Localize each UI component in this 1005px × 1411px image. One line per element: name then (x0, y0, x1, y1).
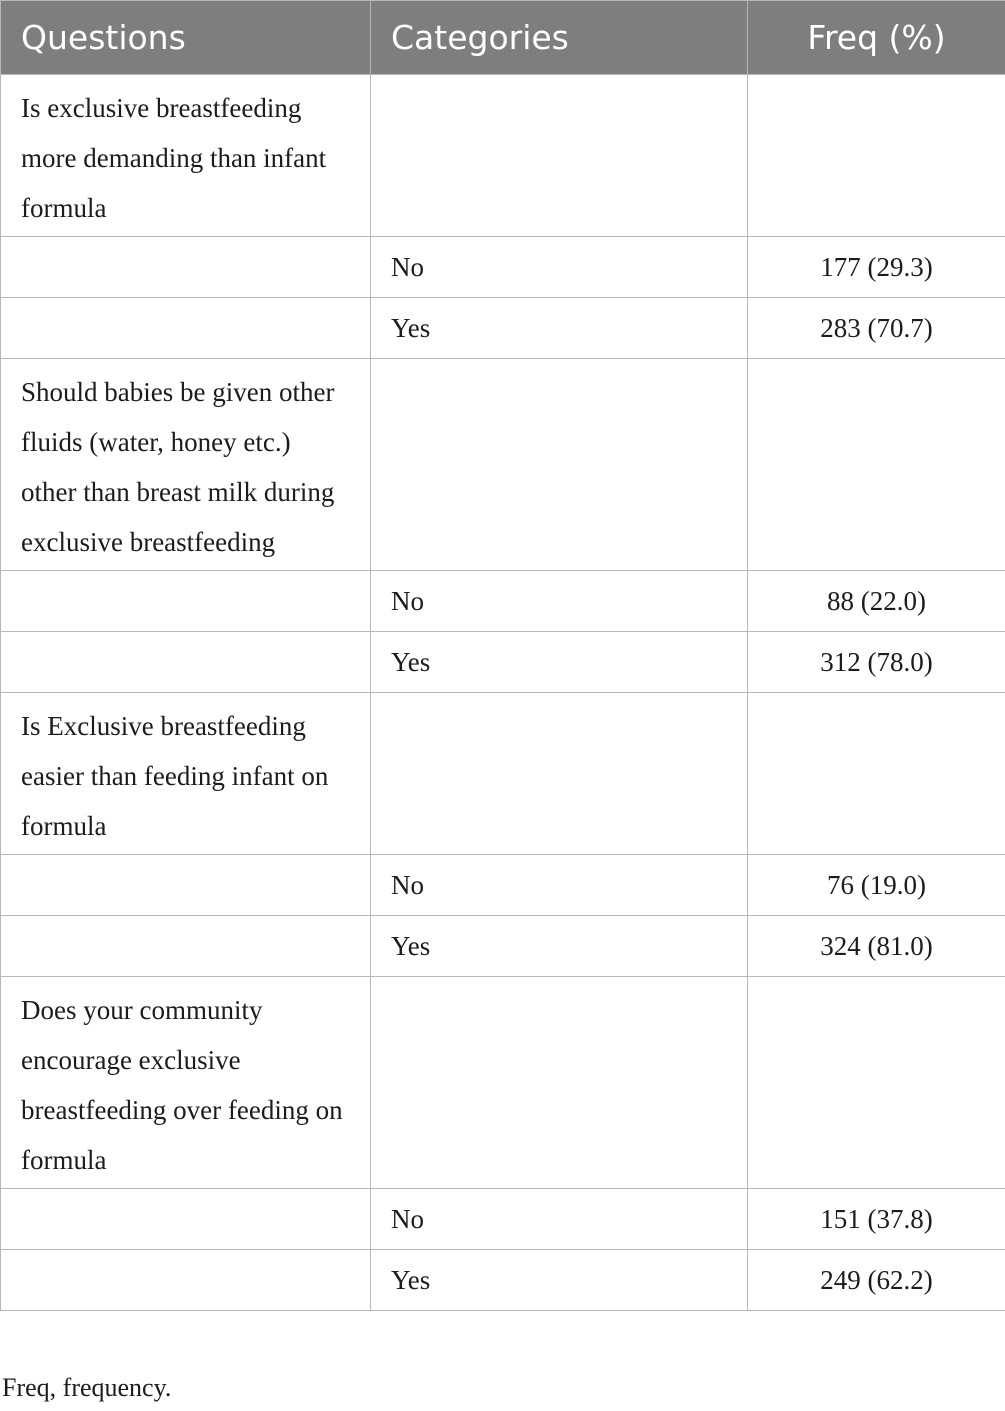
question-row (1, 75, 1005, 237)
freq-cell: 151 (37.8) (748, 1189, 1005, 1250)
freq-cell (748, 693, 1005, 855)
category-cell: No (371, 571, 748, 632)
header-freq: Freq (%) (748, 1, 1005, 75)
category-cell (371, 693, 748, 855)
question-text: Should babies be given other fluids (water, honey etc.) other than breast milk during exclusive breastfeeding (1, 359, 371, 571)
header-row (1, 1, 1005, 75)
category-cell (371, 977, 748, 1189)
freq-cell: 312 (78.0) (748, 632, 1005, 693)
question-row (1, 359, 1005, 571)
question-cell (1, 855, 371, 916)
freq-cell (748, 977, 1005, 1189)
freq-cell: 177 (29.3) (748, 237, 1005, 298)
category-cell: Yes (371, 298, 748, 359)
question-cell (1, 298, 371, 359)
answer-row (1, 1189, 1005, 1250)
question-cell (1, 1250, 371, 1311)
category-cell: Yes (371, 916, 748, 977)
question-cell (1, 1189, 371, 1250)
question-text: Does your community encourage exclusive breastfeeding over feeding on formula (1, 977, 371, 1189)
category-cell: Yes (371, 1250, 748, 1311)
answer-row (1, 1250, 1005, 1311)
header-questions: Questions (1, 1, 371, 75)
question-text: Is Exclusive breastfeeding easier than feeding infant on formula (1, 693, 371, 855)
question-cell (1, 632, 371, 693)
answer-row (1, 855, 1005, 916)
answer-row (1, 237, 1005, 298)
freq-cell: 324 (81.0) (748, 916, 1005, 977)
category-cell: No (371, 1189, 748, 1250)
category-cell (371, 75, 748, 237)
header-categories: Categories (371, 1, 748, 75)
answer-row (1, 632, 1005, 693)
category-cell (371, 359, 748, 571)
table-footnote: Freq, frequency. (2, 1373, 172, 1402)
question-cell (1, 571, 371, 632)
answer-row (1, 298, 1005, 359)
question-cell (1, 916, 371, 977)
category-cell: Yes (371, 632, 748, 693)
freq-cell: 88 (22.0) (748, 571, 1005, 632)
answer-row (1, 571, 1005, 632)
question-text: Is exclusive breastfeeding more demanding than infant formula (1, 75, 371, 237)
freq-cell: 76 (19.0) (748, 855, 1005, 916)
category-cell: No (371, 855, 748, 916)
answer-row (1, 916, 1005, 977)
freq-cell: 249 (62.2) (748, 1250, 1005, 1311)
freq-cell (748, 359, 1005, 571)
freq-cell (748, 75, 1005, 237)
freq-cell: 283 (70.7) (748, 298, 1005, 359)
question-row (1, 977, 1005, 1189)
category-cell: No (371, 237, 748, 298)
question-cell (1, 237, 371, 298)
question-row (1, 693, 1005, 855)
